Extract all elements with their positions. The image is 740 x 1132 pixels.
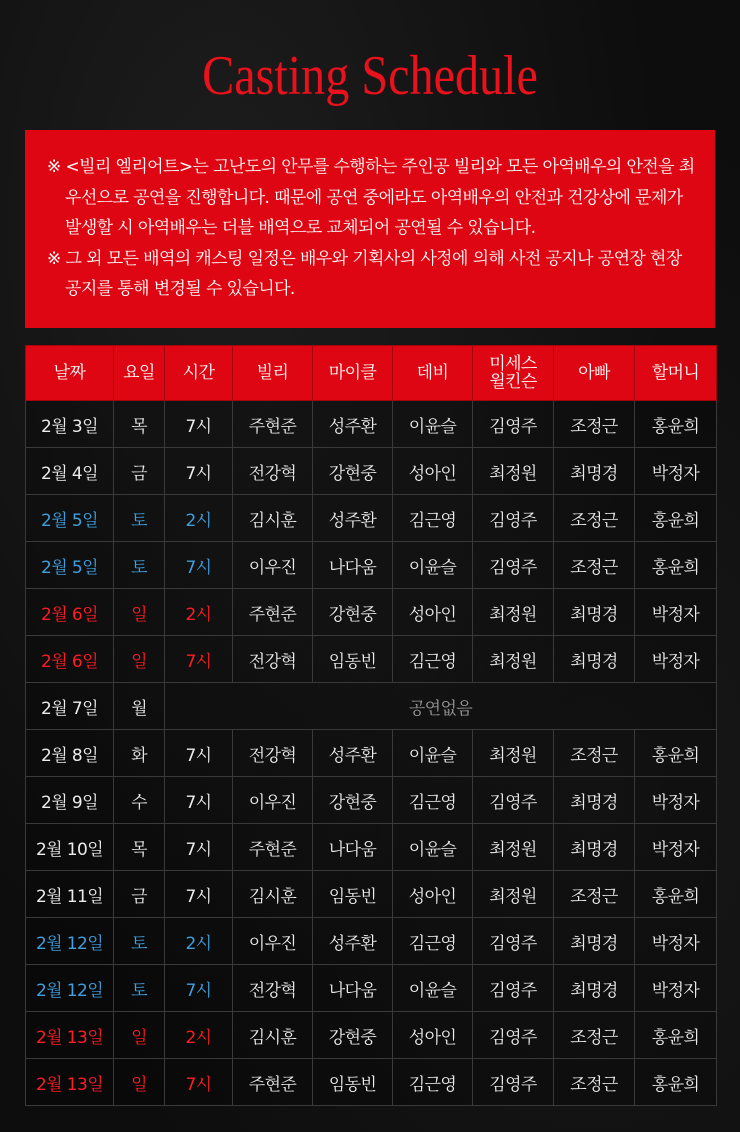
table-cell: 7시 <box>165 636 233 683</box>
table-row <box>26 824 717 871</box>
table-cell: 조정근 <box>554 542 635 589</box>
table-cell: 최정원 <box>473 824 554 871</box>
table-cell: 최정원 <box>473 636 554 683</box>
table-row <box>26 683 717 730</box>
table-cell: 2월 13일 <box>26 1012 114 1059</box>
table-row <box>26 730 717 777</box>
table-cell: 2월 11일 <box>26 871 114 918</box>
table-cell: 김근영 <box>393 636 473 683</box>
table-cell: 조정근 <box>554 1059 635 1106</box>
table-cell: 김근영 <box>393 1059 473 1106</box>
table-cell: 박정자 <box>635 918 717 965</box>
table-cell: 2월 10일 <box>26 824 114 871</box>
table-cell: 김근영 <box>393 918 473 965</box>
table-cell: 토 <box>114 542 165 589</box>
table-cell: 최정원 <box>473 730 554 777</box>
table-cell: 이윤슬 <box>393 542 473 589</box>
table-cell: 강현중 <box>313 777 393 824</box>
table-cell: 김시훈 <box>233 871 313 918</box>
table-row <box>26 1012 717 1059</box>
table-cell: 이우진 <box>233 918 313 965</box>
table-row <box>26 401 717 448</box>
table-cell: 2월 6일 <box>26 589 114 636</box>
table-cell: 최명경 <box>554 589 635 636</box>
table-cell: 7시 <box>165 448 233 495</box>
table-header-row <box>26 346 717 401</box>
table-cell: 조정근 <box>554 1012 635 1059</box>
table-cell: 조정근 <box>554 495 635 542</box>
table-cell: 홍윤희 <box>635 871 717 918</box>
table-cell: 목 <box>114 824 165 871</box>
table-cell: 공연없음 <box>165 683 717 730</box>
notice-text: ※ <빌리 엘리어트>는 고난도의 안무를 수행하는 주인공 빌리와 모든 아역배우의 안전을 최우선으로 공연을 진행합니다. 때문에 공연 중에라도 아역배우의 안전과 건강상에 문제가 발생할 시 아역배우는 더블 배역으로 교체되어 공연될 수 있습니다. <box>47 157 695 238</box>
table-cell: 일 <box>114 1012 165 1059</box>
column-header: 할머니 <box>635 346 717 401</box>
column-header: 빌리 <box>233 346 313 401</box>
table-cell: 조정근 <box>554 730 635 777</box>
table-cell: 주현준 <box>233 589 313 636</box>
table-row <box>26 589 717 636</box>
table-cell: 조정근 <box>554 871 635 918</box>
notice-text: ※ 그 외 모든 배역의 캐스팅 일정은 배우와 기획사의 사정에 의해 사전 공지나 공연장 현장 공지를 통해 변경될 수 있습니다. <box>47 248 682 299</box>
table-cell: 성아인 <box>393 448 473 495</box>
table-row <box>26 918 717 965</box>
table-cell: 2시 <box>165 495 233 542</box>
table-cell: 2월 5일 <box>26 495 114 542</box>
table-cell: 박정자 <box>635 636 717 683</box>
column-header: 요일 <box>114 346 165 401</box>
table-cell: 성아인 <box>393 589 473 636</box>
table-cell: 강현중 <box>313 589 393 636</box>
table-cell: 7시 <box>165 777 233 824</box>
column-header: 시간 <box>165 346 233 401</box>
table-cell: 2월 9일 <box>26 777 114 824</box>
table-cell: 이윤슬 <box>393 824 473 871</box>
table-cell: 전강혁 <box>233 448 313 495</box>
table-cell: 나다움 <box>313 824 393 871</box>
table-row <box>26 777 717 824</box>
table-row <box>26 636 717 683</box>
table-cell: 김시훈 <box>233 495 313 542</box>
table-cell: 월 <box>114 683 165 730</box>
table-cell: 박정자 <box>635 448 717 495</box>
table-cell: 김영주 <box>473 1012 554 1059</box>
notice-box <box>25 130 715 328</box>
table-cell: 홍윤희 <box>635 1059 717 1106</box>
table-cell: 이우진 <box>233 777 313 824</box>
table-cell: 성아인 <box>393 1012 473 1059</box>
table-cell: 홍윤희 <box>635 401 717 448</box>
table-cell: 전강혁 <box>233 730 313 777</box>
table-cell: 2시 <box>165 918 233 965</box>
table-cell: 토 <box>114 495 165 542</box>
table-cell: 최명경 <box>554 965 635 1012</box>
table-cell: 주현준 <box>233 401 313 448</box>
column-header: 아빠 <box>554 346 635 401</box>
table-cell: 2시 <box>165 1012 233 1059</box>
table-cell: 성주환 <box>313 495 393 542</box>
table-cell: 김영주 <box>473 1059 554 1106</box>
table-cell: 7시 <box>165 401 233 448</box>
table-cell: 토 <box>114 965 165 1012</box>
table-cell: 7시 <box>165 871 233 918</box>
table-cell: 금 <box>114 448 165 495</box>
table-cell: 2월 6일 <box>26 636 114 683</box>
table-cell: 전강혁 <box>233 965 313 1012</box>
table-cell: 임동빈 <box>313 871 393 918</box>
table-cell: 화 <box>114 730 165 777</box>
table-cell: 박정자 <box>635 824 717 871</box>
table-cell: 나다움 <box>313 965 393 1012</box>
table-cell: 홍윤희 <box>635 1012 717 1059</box>
table-cell: 홍윤희 <box>635 542 717 589</box>
table-cell: 성주환 <box>313 730 393 777</box>
table-cell: 7시 <box>165 965 233 1012</box>
table-cell: 2월 4일 <box>26 448 114 495</box>
table-cell: 최명경 <box>554 824 635 871</box>
table-cell: 2월 13일 <box>26 1059 114 1106</box>
table-cell: 2시 <box>165 589 233 636</box>
table-cell: 수 <box>114 777 165 824</box>
table-cell: 김시훈 <box>233 1012 313 1059</box>
table-cell: 김영주 <box>473 542 554 589</box>
table-row <box>26 965 717 1012</box>
table-cell: 2월 5일 <box>26 542 114 589</box>
table-cell: 박정자 <box>635 965 717 1012</box>
table-cell: 김영주 <box>473 777 554 824</box>
table-cell: 7시 <box>165 730 233 777</box>
table-cell: 일 <box>114 1059 165 1106</box>
table-cell: 7시 <box>165 1059 233 1106</box>
table-cell: 김영주 <box>473 918 554 965</box>
table-cell: 홍윤희 <box>635 730 717 777</box>
table-cell: 최명경 <box>554 918 635 965</box>
page-title: Casting Schedule <box>202 45 538 107</box>
table-cell: 김영주 <box>473 965 554 1012</box>
table-cell: 박정자 <box>635 589 717 636</box>
table-cell: 나다움 <box>313 542 393 589</box>
table-row <box>26 871 717 918</box>
table-cell: 토 <box>114 918 165 965</box>
table-cell: 2월 12일 <box>26 965 114 1012</box>
table-cell: 전강혁 <box>233 636 313 683</box>
table-cell: 강현중 <box>313 1012 393 1059</box>
table-cell: 성주환 <box>313 918 393 965</box>
table-cell: 최명경 <box>554 636 635 683</box>
table-cell: 7시 <box>165 542 233 589</box>
column-header: 데비 <box>393 346 473 401</box>
table-cell: 최정원 <box>473 871 554 918</box>
table-cell: 조정근 <box>554 401 635 448</box>
table-cell: 성주환 <box>313 401 393 448</box>
table-cell: 최정원 <box>473 448 554 495</box>
table-cell: 최명경 <box>554 777 635 824</box>
table-cell: 홍윤희 <box>635 495 717 542</box>
table-cell: 강현중 <box>313 448 393 495</box>
table-row <box>26 1059 717 1106</box>
table-cell: 주현준 <box>233 824 313 871</box>
table-cell: 박정자 <box>635 777 717 824</box>
table-cell: 김근영 <box>393 777 473 824</box>
table-cell: 2월 3일 <box>26 401 114 448</box>
column-header: 날짜 <box>26 346 114 401</box>
table-cell: 임동빈 <box>313 1059 393 1106</box>
column-header: 마이클 <box>313 346 393 401</box>
casting-table <box>25 345 717 1106</box>
table-cell: 2월 7일 <box>26 683 114 730</box>
table-cell: 김근영 <box>393 495 473 542</box>
table-row <box>26 495 717 542</box>
table-cell: 임동빈 <box>313 636 393 683</box>
table-cell: 이윤슬 <box>393 965 473 1012</box>
table-cell: 성아인 <box>393 871 473 918</box>
table-cell: 2월 8일 <box>26 730 114 777</box>
table-cell: 이우진 <box>233 542 313 589</box>
table-cell: 주현준 <box>233 1059 313 1106</box>
table-cell: 금 <box>114 871 165 918</box>
table-row <box>26 448 717 495</box>
table-cell: 이윤슬 <box>393 401 473 448</box>
table-cell: 김영주 <box>473 401 554 448</box>
table-row <box>26 542 717 589</box>
table-cell: 목 <box>114 401 165 448</box>
table-cell: 일 <box>114 636 165 683</box>
table-cell: 이윤슬 <box>393 730 473 777</box>
column-header: 미세스 윌킨슨 <box>473 346 554 401</box>
table-cell: 2월 12일 <box>26 918 114 965</box>
table-cell: 7시 <box>165 824 233 871</box>
table-cell: 최명경 <box>554 448 635 495</box>
table-cell: 김영주 <box>473 495 554 542</box>
table-cell: 일 <box>114 589 165 636</box>
table-cell: 최정원 <box>473 589 554 636</box>
